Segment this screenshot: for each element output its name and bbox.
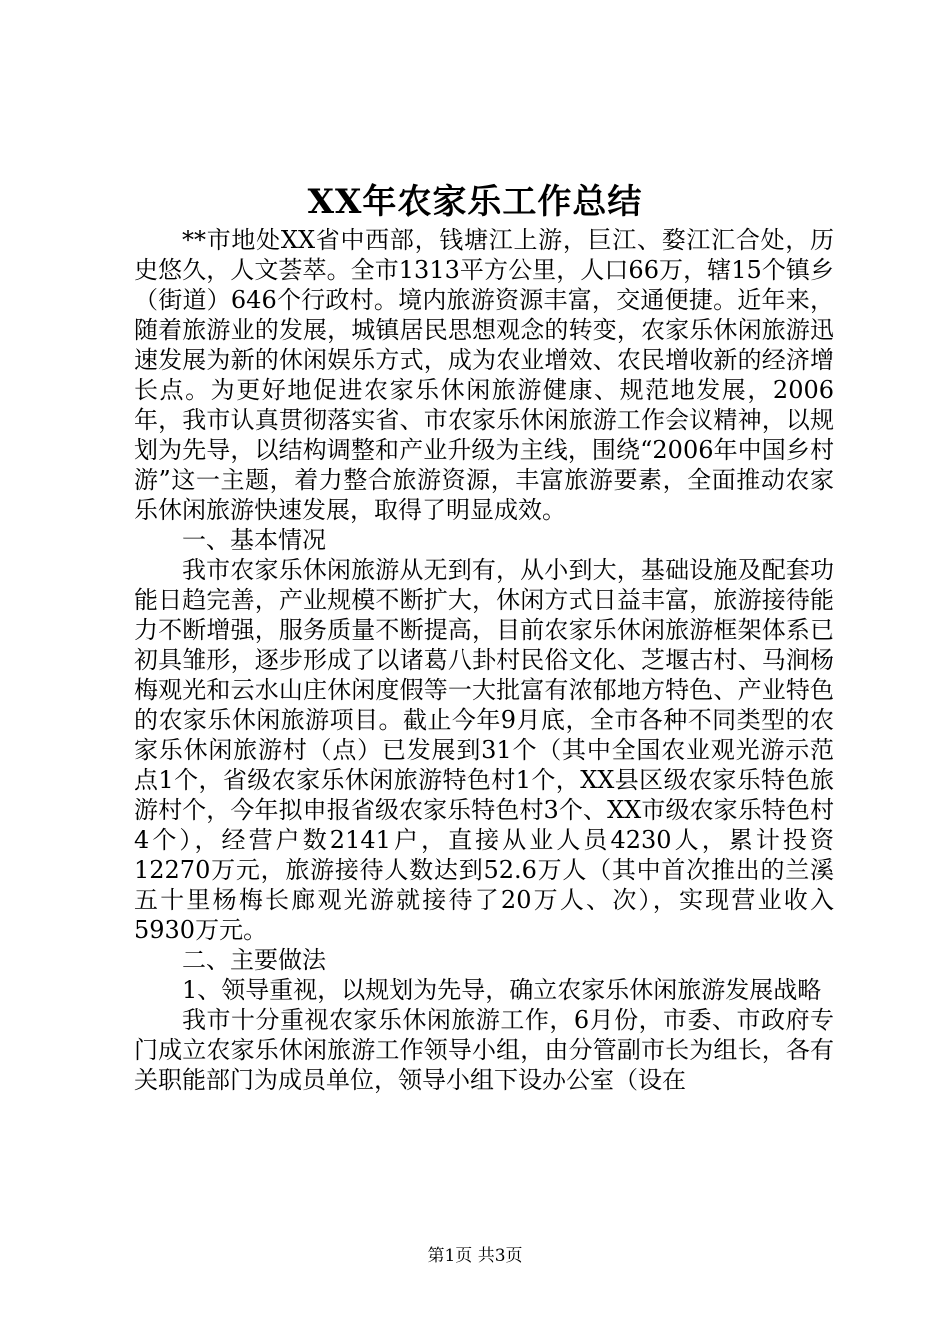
document-title: XX年农家乐工作总结 bbox=[307, 182, 643, 222]
document-body bbox=[134, 225, 834, 1095]
intro-paragraph: **市地处XX省中西部，钱塘江上游，巨江、婺江汇合处，历史悠久，人文荟萃。全市1313平方公里，人口66万，辖15个镇乡（街道）646个行政村。境内旅游资源丰富，交通便捷。近年来，随着旅游业的发展，城镇居民思想观念的转变，农家乐休闲旅游迅速发展为新的休闲娱乐方式，成为农业增效、农民增收新的经济增长点。为更好地促进农家乐休闲旅游健康、规范地发展，2006年，我市认真贯彻落实省、市农家乐休闲旅游工作会议精神，以规划为先导，以结构调整和产业升级为主线，围绕“2006年中国乡村游”这一主题，着力整合旅游资源，丰富旅游要素，全面推动农家乐休闲旅游快速发展，取得了明显成效。 bbox=[134, 226, 834, 524]
subsection-heading-leadership: 1、领导重视，以规划为先导，确立农家乐休闲旅游发展战略 bbox=[182, 976, 822, 1004]
section-heading-basic: 一、基本情况 bbox=[182, 526, 326, 554]
section-heading-methods: 二、主要做法 bbox=[182, 946, 326, 974]
leadership-paragraph: 我市十分重视农家乐休闲旅游工作，6月份，市委、市政府专门成立农家乐休闲旅游工作领导小组，由分管副市长为组长，各有关职能部门为成员单位，领导小组下设办公室（设在 bbox=[134, 1006, 834, 1094]
page-number-footer: 第1页 共3页 bbox=[427, 1246, 523, 1266]
basic-situation-paragraph: 我市农家乐休闲旅游从无到有，从小到大，基础设施及配套功能日趋完善，产业规模不断扩大，休闲方式日益丰富，旅游接待能力不断增强，服务质量不断提高，目前农家乐休闲旅游框架体系已初具雏形，逐步形成了以诸葛八卦村民俗文化、芝堰古村、马涧杨梅观光和云水山庄休闲度假等一大批富有浓郁地方特色、产业特色的农家乐休闲旅游项目。截止今年9月底，全市各种不同类型的农家乐休闲旅游村（点）已发展到31个（其中全国农业观光游示范点1个，省级农家乐休闲旅游特色村1个，XX县区级农家乐特色旅游村个，今年拟申报省级农家乐特色村3个、XX市级农家乐特色村4个），经营户数2141户，直接从业人员4230人，累计投资12270万元，旅游接待人数达到52.6万人（其中首次推出的兰溪五十里杨梅长廊观光游就接待了20万人、次），实现营业收入5930万元。 bbox=[134, 556, 834, 944]
